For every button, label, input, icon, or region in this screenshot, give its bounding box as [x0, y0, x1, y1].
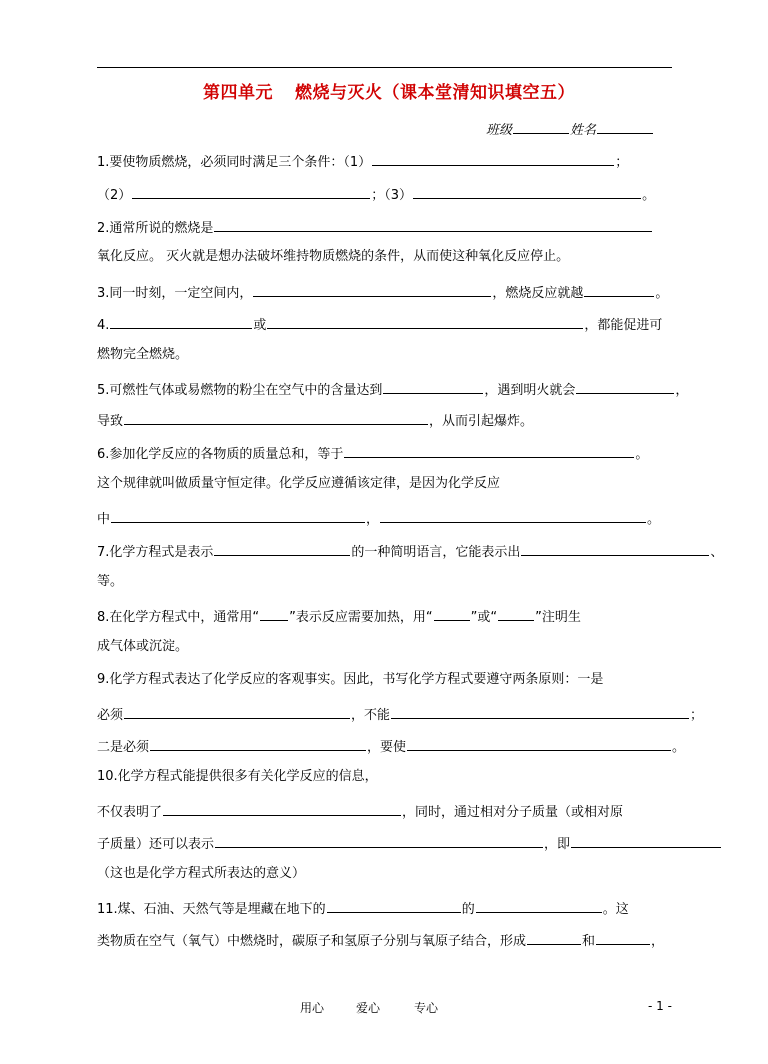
footer-word-2: 爱心 [356, 1001, 381, 1015]
question-9-line-2: 必须 ，不能 ； [97, 705, 703, 724]
page-title [0, 78, 768, 103]
question-10-line-4: （这也是化学方程式所表达的意义） [97, 866, 306, 881]
answer-blank[interactable] [596, 931, 650, 945]
question-6-line-1: 6.参加化学反应的各物质的质量总和，等于 。 [97, 444, 648, 463]
answer-blank[interactable] [434, 607, 470, 621]
answer-blank[interactable] [132, 185, 370, 199]
name-label: 姓名 [570, 123, 597, 138]
footer-word-1: 用心 [300, 1001, 325, 1015]
topic-label: 燃烧与灭火（课本堂清知识填空五） [295, 83, 575, 103]
answer-blank[interactable] [110, 315, 252, 329]
header-rule [97, 67, 672, 68]
question-8-line-2: 成气体或沉淀。 [97, 639, 189, 654]
answer-blank[interactable] [521, 542, 709, 556]
answer-blank[interactable] [214, 542, 350, 556]
question-11-line-2: 类物质在空气（氧气）中燃烧时，碳原子和氢原子分别与氧原子结合，形成 和 ， [97, 931, 664, 950]
question-6-line-2: 这个规律就叫做质量守恒定律。化学反应遵循该定律，是因为化学反应 [97, 476, 501, 491]
answer-blank[interactable] [260, 607, 288, 621]
answer-blank[interactable] [344, 444, 634, 458]
answer-blank[interactable] [571, 834, 721, 848]
question-1-line-2: （2） ；（3） 。 [97, 185, 655, 204]
answer-blank[interactable] [111, 509, 365, 523]
answer-blank[interactable] [163, 802, 401, 816]
name-blank[interactable] [597, 120, 653, 134]
class-label: 班级 [486, 123, 513, 138]
student-info [486, 119, 654, 138]
answer-blank[interactable] [124, 411, 428, 425]
answer-blank[interactable] [253, 283, 491, 297]
question-5-line-1: 5.可燃性气体或易燃物的粉尘在空气中的含量达到 ，遇到明火就会 ， [97, 380, 688, 399]
question-8-line-1: 8.在化学方程式中，通常用“ ”表示反应需要加热，用“ ”或“ ”注明生 [97, 607, 581, 626]
question-1-line-1: 1.要使物质燃烧，必须同时满足三个条件：（1） ； [97, 152, 628, 171]
question-10-line-3: 子质量）还可以表示 ，即 [97, 834, 722, 853]
answer-blank[interactable] [584, 283, 654, 297]
question-5-line-2: 导致 ，从而引起爆炸。 [97, 411, 533, 430]
question-2-line-2: 氧化反应。 灭火就是想办法破坏维持物质燃烧的条件，从而使这种氧化反应停止。 [97, 249, 570, 264]
answer-blank[interactable] [150, 737, 366, 751]
answer-blank[interactable] [413, 185, 641, 199]
page-number: - 1 - [648, 999, 672, 1013]
question-2-line-1: 2.通常所说的燃烧是 [97, 218, 653, 237]
answer-blank[interactable] [267, 315, 583, 329]
question-9-line-1: 9.化学方程式表达了化学反应的客观事实。因此，书写化学方程式要遵守两条原则：一是 [97, 672, 604, 687]
answer-blank[interactable] [391, 705, 689, 719]
answer-blank[interactable] [576, 380, 674, 394]
answer-blank[interactable] [476, 899, 602, 913]
question-6-line-3: 中 ， 。 [97, 509, 660, 528]
answer-blank[interactable] [380, 509, 646, 523]
answer-blank[interactable] [215, 834, 543, 848]
question-9-line-3: 二是必须 ，要使 。 [97, 737, 685, 756]
answer-blank[interactable] [327, 899, 461, 913]
answer-blank[interactable] [383, 380, 483, 394]
question-11-line-1: 11.煤、石油、天然气等是埋藏在地下的 的 。这 [97, 899, 629, 918]
question-4-line-1: 4. 或 ，都能促进可 [97, 315, 662, 334]
question-4-line-2: 燃物完全燃烧。 [97, 347, 189, 362]
answer-blank[interactable] [527, 931, 581, 945]
answer-blank[interactable] [407, 737, 671, 751]
question-10-line-2: 不仅表明了 ，同时，通过相对分子质量（或相对原 [97, 802, 623, 821]
question-7-line-1: 7.化学方程式是表示 的一种简明语言，它能表示出 、 [97, 542, 723, 561]
question-10-line-1: 10.化学方程式能提供很多有关化学反应的信息， [97, 769, 378, 784]
unit-label: 第四单元 [203, 83, 273, 103]
question-3: 3.同一时刻，一定空间内， ，燃烧反应就越 。 [97, 283, 668, 302]
question-7-line-2: 等。 [97, 574, 124, 589]
answer-blank[interactable] [498, 607, 534, 621]
answer-blank[interactable] [372, 152, 614, 166]
answer-blank[interactable] [214, 218, 652, 232]
footer-word-3: 专心 [414, 1001, 439, 1015]
class-blank[interactable] [513, 120, 569, 134]
answer-blank[interactable] [124, 705, 350, 719]
